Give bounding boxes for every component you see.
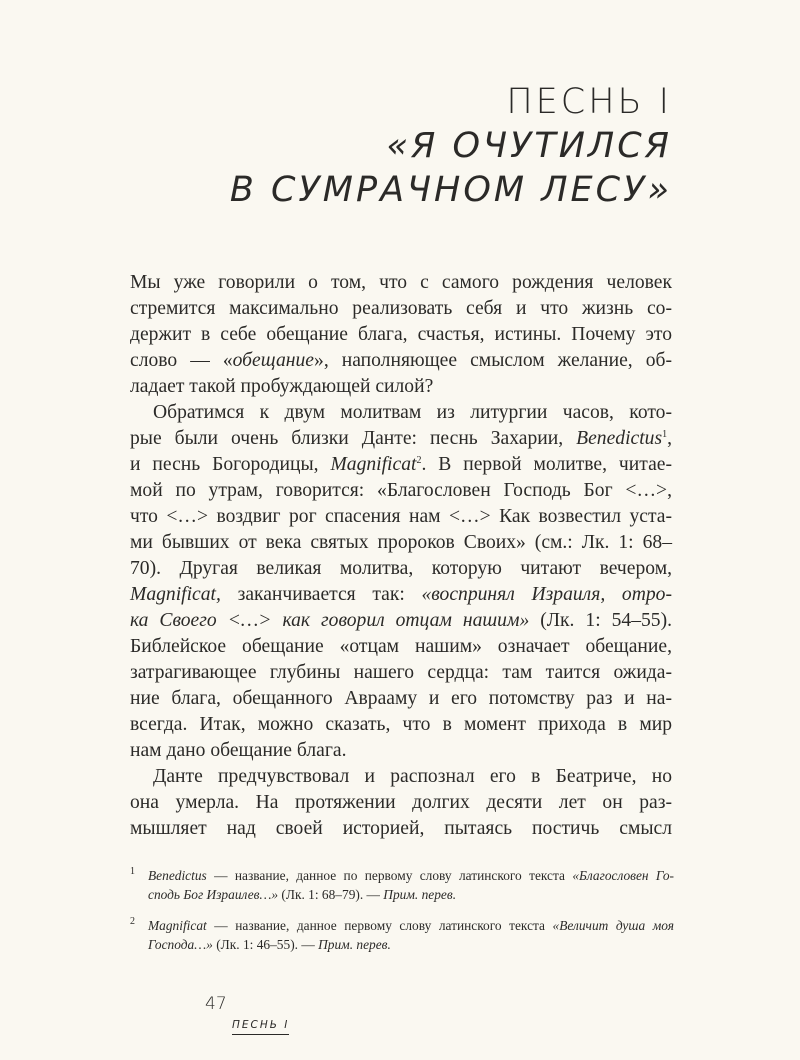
text-segment: », наполняющее смыслом желание, об- [314,350,673,371]
text-segment: стремится максимально реализовать себя и что жизнь со- [130,298,672,319]
italic-text: Прим. перев. [383,887,457,902]
text-line [130,400,672,426]
chapter-subtitle-line-2: В СУМРАЧНОМ ЛЕСУ» [229,170,672,210]
text-line [130,582,672,608]
running-head: ПЕСНЬ I [232,1019,289,1035]
text-segment: слово — « [130,350,233,371]
text-line [130,478,672,504]
text-segment: Обратимся к двум молитвам из литургии часов, кото- [153,402,672,423]
text-line [130,712,672,738]
footnote [130,866,674,904]
text-line [130,296,672,322]
footnote-marker: 1 [130,866,135,877]
text-segment: мой по утрам, говорится: «Благословен Господь Бог <…>, [130,480,672,501]
text-line [130,686,672,712]
italic-text: Benedictus [576,428,663,449]
chapter-title: ПЕСНЬ I [506,82,672,122]
page-number: 47 [205,994,227,1014]
footnotes [130,866,674,966]
text-segment: — название, данное первому слову латинского текста [206,918,553,933]
text-line [130,270,672,296]
italic-text: «Величит душа моя [552,918,674,933]
chapter-subtitle-line-1: «Я ОЧУТИЛСЯ [386,126,672,166]
footnote-line [148,885,674,904]
italic-text: Господа…» [148,937,213,952]
text-line [130,348,672,374]
text-segment: мышляет над своей историей, пытаясь постичь смысл [130,818,672,839]
text-segment: , [667,428,672,449]
text-line [130,608,672,634]
italic-text: Magnificat, [130,584,221,605]
text-segment: рые были очень близки Данте: песнь Захарии, [130,428,577,449]
footnote-reference: 1 [662,429,668,440]
italic-text: «воспринял Израиля, отро- [421,584,672,605]
text-line [130,816,672,842]
text-line [130,322,672,348]
text-segment: — название, данное по первому слову латинского текста [206,868,573,883]
text-segment: ладает такой пробуждающей силой? [130,376,434,397]
italic-text: сподь Бог Израилев…» [148,887,279,902]
text-line [130,556,672,582]
footnote-reference: 2 [416,455,422,466]
text-segment: нам дано обещание блага. [130,740,347,761]
text-segment: (Лк. 1: 46–55). — [212,937,319,952]
text-line [130,660,672,686]
italic-text: Benedictus [148,868,207,883]
text-segment: и песнь Богородицы, [130,454,331,475]
text-segment: затрагивающее глубины нашего сердца: там таится ожида- [130,662,672,683]
text-line [130,634,672,660]
text-segment: 70). Другая великая молитва, которую читают вечером, [130,558,672,579]
text-line [130,426,672,452]
text-segment: (Лк. 1: 54–55). [529,610,673,631]
text-segment: всегда. Итак, можно сказать, что в момент прихода в мир [130,714,672,735]
italic-text: Прим. перев. [318,937,391,952]
text-segment: Библейское обещание «отцам нашим» означает обещание, [130,636,672,657]
text-segment: ние блага, обещанного Аврааму и его потомству раз и на- [130,688,672,709]
text-segment: ми бывших от века святых пророков Своих» (см.: Лк. 1: 68– [130,532,672,553]
text-segment: . В первой молитве, читае- [421,454,672,475]
text-segment: Данте предчувствовал и распознал его в Беатриче, но [153,766,672,787]
text-line [130,452,672,478]
text-line [130,530,672,556]
italic-text: ка Своего <…> как говорил отцам нашим» [130,610,530,631]
footnote-line [148,935,674,954]
text-line [130,764,672,790]
text-segment: что <…> воздвиг рог спасения нам <…> Как возвестил уста- [130,506,672,527]
italic-text: обещание [232,350,315,371]
footnote-marker: 2 [130,916,135,927]
footnote [130,916,674,954]
text-segment: держит в себе обещание блага, счастья, истины. Почему это [130,324,672,345]
text-segment: (Лк. 1: 68–79). — [278,887,384,902]
text-line [130,504,672,530]
text-segment: она умерла. На протяжении долгих десяти лет он раз- [130,792,672,813]
text-line [130,790,672,816]
italic-text: Magnificat [330,454,417,475]
text-line [130,738,672,764]
body-text [130,270,672,842]
italic-text: «Благословен Го- [572,868,674,883]
footnote-line [148,916,674,935]
text-segment: Мы уже говорили о том, что с самого рождения человек [130,272,672,293]
text-segment: заканчивается так: [220,584,422,605]
italic-text: Magnificat [148,918,207,933]
footnote-line [148,866,674,885]
text-line [130,374,672,400]
